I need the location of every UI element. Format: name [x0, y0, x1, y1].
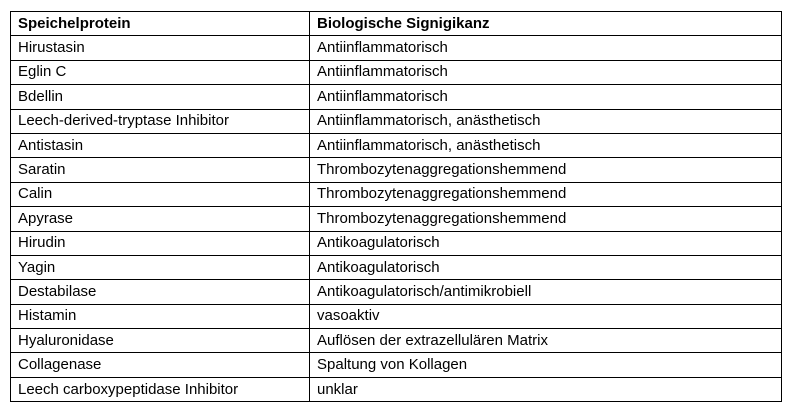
table-row — [11, 60, 782, 84]
table-row — [11, 182, 782, 206]
significance-cell: Antiinflammatorisch — [310, 85, 782, 109]
table-row — [11, 207, 782, 231]
protein-cell: Apyrase — [11, 207, 310, 231]
significance-cell: Antikoagulatorisch — [310, 231, 782, 255]
table-row — [11, 36, 782, 60]
significance-cell: Antikoagulatorisch/antimikrobiell — [310, 280, 782, 304]
protein-cell: Yagin — [11, 255, 310, 279]
header-speichelprotein: Speichelprotein — [11, 12, 310, 36]
table-row — [11, 329, 782, 353]
protein-cell: Calin — [11, 182, 310, 206]
table-row — [11, 304, 782, 328]
protein-cell: Hirudin — [11, 231, 310, 255]
protein-table — [10, 11, 782, 402]
protein-cell: Histamin — [11, 304, 310, 328]
significance-cell: Auflösen der extrazellulären Matrix — [310, 329, 782, 353]
significance-cell: Spaltung von Kollagen — [310, 353, 782, 377]
table-row — [11, 85, 782, 109]
protein-cell: Destabilase — [11, 280, 310, 304]
significance-cell: Antikoagulatorisch — [310, 255, 782, 279]
table-header-row — [11, 12, 782, 36]
significance-cell: vasoaktiv — [310, 304, 782, 328]
significance-cell: Antiinflammatorisch — [310, 36, 782, 60]
protein-cell: Leech carboxypeptidase Inhibitor — [11, 377, 310, 401]
table-row — [11, 109, 782, 133]
table-row — [11, 255, 782, 279]
significance-cell: Antiinflammatorisch — [310, 60, 782, 84]
significance-cell: Antiinflammatorisch, anästhetisch — [310, 109, 782, 133]
table-row — [11, 353, 782, 377]
protein-cell: Eglin C — [11, 60, 310, 84]
significance-cell: unklar — [310, 377, 782, 401]
protein-cell: Bdellin — [11, 85, 310, 109]
protein-table-container — [10, 11, 782, 402]
significance-cell: Antiinflammatorisch, anästhetisch — [310, 133, 782, 157]
protein-cell: Hyaluronidase — [11, 329, 310, 353]
significance-cell: Thrombozytenaggregationshemmend — [310, 207, 782, 231]
significance-cell: Thrombozytenaggregationshemmend — [310, 158, 782, 182]
protein-cell: Collagenase — [11, 353, 310, 377]
protein-cell: Antistasin — [11, 133, 310, 157]
table-row — [11, 377, 782, 401]
table-row — [11, 280, 782, 304]
significance-cell: Thrombozytenaggregationshemmend — [310, 182, 782, 206]
protein-cell: Hirustasin — [11, 36, 310, 60]
table-row — [11, 133, 782, 157]
table-row — [11, 158, 782, 182]
protein-cell: Saratin — [11, 158, 310, 182]
header-biologische-signifikanz: Biologische Signigikanz — [310, 12, 782, 36]
table-row — [11, 231, 782, 255]
protein-cell: Leech-derived-tryptase Inhibitor — [11, 109, 310, 133]
